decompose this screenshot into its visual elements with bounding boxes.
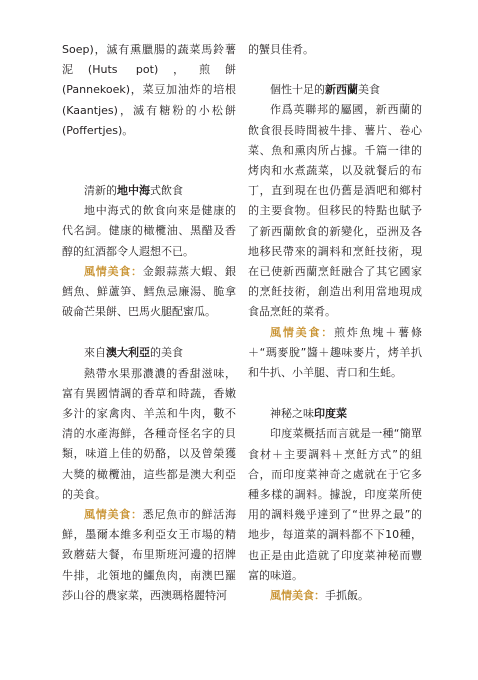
section-heading-mediterranean: [62, 181, 236, 201]
section-body-australia: 熱帶水果那濃濃的香甜滋味，富有異國情調的香草和時蔬，香嫩多汁的家禽肉、羊羔和牛肉，數不清的水產海鮮，各種奇怪名字的貝類，味道上佳的奶酪，以及曾榮獲大獎的橄欖油，這些都是澳大利亞的美食。: [62, 366, 236, 501]
heading-prefix: 清新的: [84, 184, 117, 198]
heading-prefix: 神秘之味: [270, 407, 314, 421]
section-body-india: 印度菜概括而言就是一種“簡單食材＋主要調料＋烹飪方式”的組合，而印度菜神奇之處就在于它多種多樣的調料。據說，印度菜所使用的調料幾乎達到了“世界之最”的地步，每道菜的調料都不下10種，也正是由此造就了印度菜神秘而豐富的味道。: [248, 427, 422, 582]
feature-text: 手抓飯。: [325, 589, 369, 603]
spacer: [248, 383, 422, 404]
heading-suffix: 美食: [358, 83, 380, 97]
section-body-new-zealand: 作爲英聯邦的屬國，新西蘭的飲食很長時間被牛排、薯片、卷心菜、魚和熏肉所占據。千篇一律的烤肉和水煮蔬菜，以及就餐后的布丁，直到現在也仍舊是酒吧和鄉村的主要食物。但移民的特點也賦予了新西蘭飲食的新變化，亞洲及各地移民帶來的調料和烹飪技術，現在已使新西蘭烹飪融合了其它國家的烹飪技術，創造出利用當地現成食品烹飪的菜肴。: [248, 103, 422, 319]
heading-prefix: 來自: [84, 346, 106, 360]
spacer: [62, 141, 236, 181]
spacer: [62, 322, 236, 343]
heading-emphasis: 新西蘭: [325, 83, 358, 97]
section-heading-india: [248, 404, 422, 424]
right-column: [248, 40, 422, 606]
section-body-mediterranean: 地中海式的飲食向來是健康的代名詞。健康的橄欖油、黑醋及香醇的紅酒都令人遐想不已。: [62, 204, 236, 258]
feature-label: 風情美食：: [84, 508, 143, 522]
heading-emphasis: 地中海: [117, 184, 150, 198]
feature-dishes-india: [248, 586, 422, 606]
heading-emphasis: 澳大利亞: [106, 346, 150, 360]
section-heading-australia: [62, 343, 236, 363]
feature-dishes-mediterranean: [62, 262, 236, 323]
intro-paragraph: Soep)，滅有熏臘腸的蔬菜馬鈴薯泥(Huts pot)，煎餅(Pannekoek)，菜豆加油炸的培根(Kaantjes)，滅有糖粉的小松餅(Poffertjes)。: [62, 43, 236, 137]
feature-dishes-australia: [62, 505, 236, 606]
feature-text: 金銀蒜蒸大蝦、銀鱈魚、鮮蘆笋、鱈魚忌廉湯、脆拿破侖芒果餅、巴馬火腿配蜜瓜。: [62, 264, 236, 319]
section-heading-new-zealand: [248, 80, 422, 100]
spacer: [248, 60, 422, 80]
feature-text: 悉尼魚市的鮮活海鮮，墨爾本維多利亞女王市場的精致蘑菇大餐，布里斯班河邊的招牌牛排，北領地的鱷魚肉，南澳巴羅莎山谷的農家菜，西澳瑪格麗特河: [62, 508, 236, 602]
heading-emphasis: 印度菜: [314, 407, 347, 421]
feature-text: 煎炸魚塊＋薯條＋“瑪麥脫”醬＋趣味麥片，烤羊扒和牛扒、小羊腿、青口和生蚝。: [248, 325, 423, 380]
left-column: [62, 40, 236, 606]
heading-prefix: 個性十足的: [270, 83, 325, 97]
feature-label: 風情美食：: [270, 325, 335, 339]
heading-suffix: 的美食: [150, 346, 183, 360]
feature-label: 風情美食：: [270, 589, 325, 603]
heading-suffix: 式飲食: [150, 184, 183, 198]
continued-paragraph: 的蟹貝佳肴。: [248, 43, 314, 56]
feature-label: 風情美食：: [84, 264, 143, 278]
feature-dishes-new-zealand: [248, 323, 422, 384]
